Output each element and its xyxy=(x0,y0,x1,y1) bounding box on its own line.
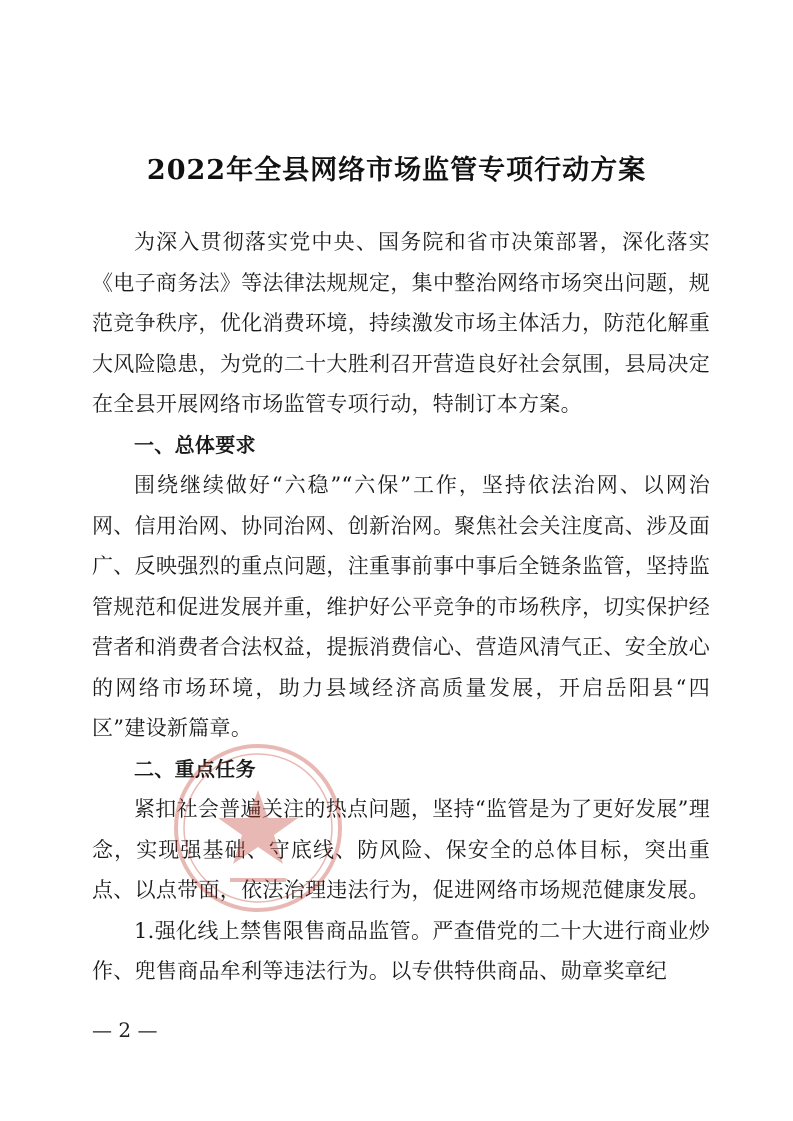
key-tasks-paragraph: 紧扣社会普遍关注的热点问题，坚持“监管是为了更好发展”理念，实现强基础、守底线、防风险、保安全的总体目标，突出重点、以点带面，依法治理违法行为，促进网络市场规范健康发展。 xyxy=(92,797,710,902)
document-title: 2022年全县网络市场监管专项行动方案 xyxy=(146,155,647,186)
task-1-paragraph: 1.强化线上禁售限售商品监管。严查借党的二十大进行商业炒作、兜售商品牟利等违法行为。以专供特供商品、勋章奖章纪 xyxy=(92,918,710,983)
section-heading-key-tasks: 二、重点任务 xyxy=(134,756,256,781)
page-number: — 2 — xyxy=(92,1018,158,1042)
section-heading-general-requirements: 一、总体要求 xyxy=(134,432,256,457)
document-body xyxy=(92,222,710,992)
intro-paragraph: 为深入贯彻落实党中央、国务院和省市决策部署，深化落实《电子商务法》等法律法规规定，集中整治网络市场突出问题，规范竞争秩序，优化消费环境，持续激发市场主体活力，防范化解重大风险隐患，为党的二十大胜利召开营造良好社会氛围，县局决定在全县开展网络市场监管专项行动，特制订本方案。 xyxy=(92,230,710,416)
general-requirements-paragraph: 围绕继续做好“六稳”“六保”工作，坚持依法治网、以网治网、信用治网、协同治网、创新治网。聚焦社会关注度高、涉及面广、反映强烈的重点问题，注重事前事中事后全链条监管，坚持监管规范和促进发展并重，维护好公平竞争的市场秩序，切实保护经营者和消费者合法权益，提振消费信心、营造风清气正、安全放心的网络市场环境，助力县域经济高质量发展，开启岳阳县“四区”建设新篇章。 xyxy=(92,473,710,740)
